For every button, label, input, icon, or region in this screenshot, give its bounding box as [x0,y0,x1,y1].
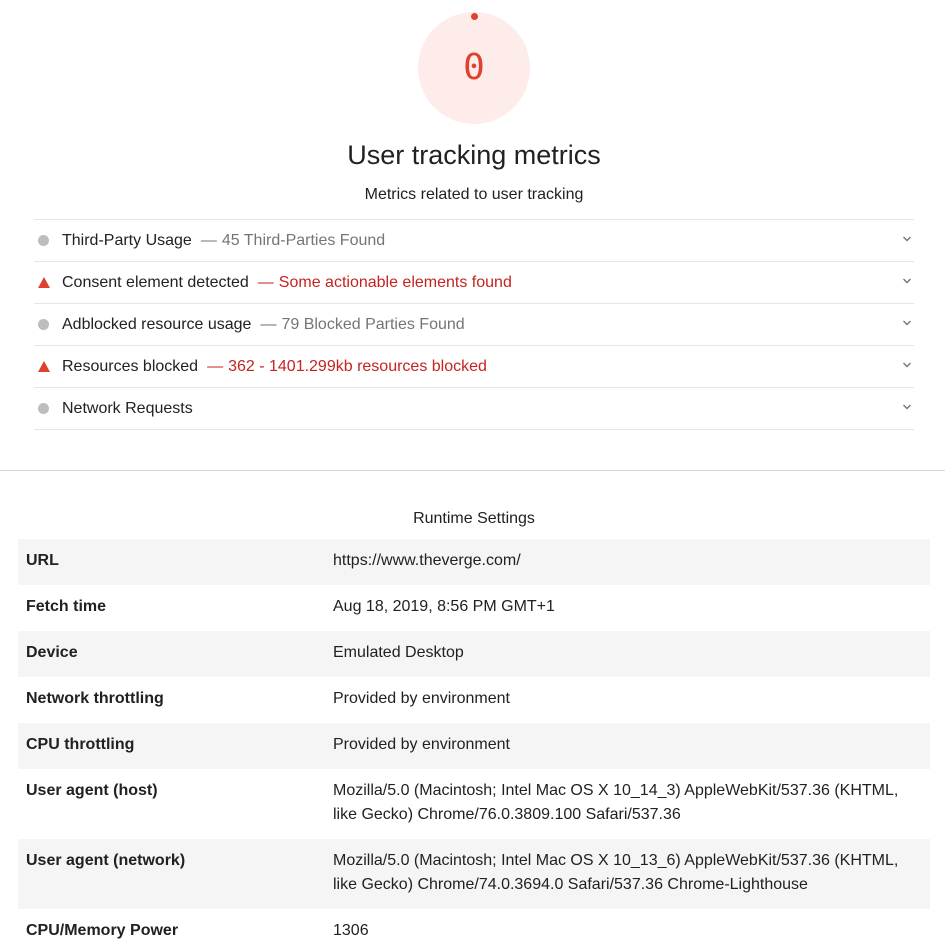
runtime-value: Mozilla/5.0 (Macintosh; Intel Mac OS X 10_13_6) AppleWebKit/537.36 (KHTML, like Gecko) Chrome/74.0.3694.0 Safari/537.36 Chrome-Lighthouse [333,852,899,893]
table-row [18,909,930,944]
table-row [18,631,930,677]
runtime-key: CPU throttling [26,736,135,753]
runtime-key: User agent (network) [26,852,186,869]
audit-title: Network Requests [62,399,193,417]
table-row [18,677,930,723]
runtime-value: Emulated Desktop [333,644,464,661]
runtime-value: Mozilla/5.0 (Macintosh; Intel Mac OS X 10_14_3) AppleWebKit/537.36 (KHTML, like Gecko) Chrome/76.0.3809.100 Safari/537.36 [333,782,899,823]
audit-display-value: 362 - 1401.299kb resources blocked [228,357,487,375]
audit-consent-element[interactable] [34,262,914,304]
audit-separator: — [200,231,217,249]
audit-adblocked-resource-usage[interactable] [34,304,914,346]
audit-separator: — [257,273,274,291]
audit-title: Resources blocked [62,357,199,375]
neutral-circle-icon [38,235,49,246]
fail-triangle-icon [38,361,50,372]
audit-network-requests[interactable] [34,388,914,430]
category-description: Metrics related to user tracking [364,186,584,203]
runtime-key: Network throttling [26,690,164,707]
table-row [18,539,930,585]
table-row [18,839,930,909]
runtime-value: 1306 [333,922,369,939]
audit-separator: — [260,315,277,333]
table-row [18,723,930,769]
audit-display-value: Some actionable elements found [278,273,512,291]
section-divider [0,470,945,471]
runtime-key: Device [26,644,78,661]
audit-list [34,219,914,430]
runtime-key: Fetch time [26,598,107,615]
table-row [18,585,930,631]
score-value: 0 [463,47,485,88]
neutral-circle-icon [38,319,49,330]
chevron-down-icon[interactable] [902,234,912,244]
audit-display-value: 45 Third-Parties Found [221,231,386,249]
audit-third-party-usage[interactable] [34,220,914,262]
neutral-circle-icon [38,403,49,414]
runtime-settings-table [18,539,930,944]
runtime-key: CPU/Memory Power [26,922,179,939]
audit-resources-blocked[interactable] [34,346,914,388]
audit-separator: — [207,357,224,375]
runtime-value: Provided by environment [333,690,510,707]
chevron-down-icon[interactable] [902,276,912,286]
runtime-value: https://www.theverge.com/ [333,552,521,569]
audit-title: Third-Party Usage [62,231,192,249]
category-title: User tracking metrics [347,140,601,170]
runtime-value: Aug 18, 2019, 8:56 PM GMT+1 [333,598,555,615]
chevron-down-icon[interactable] [902,360,912,370]
runtime-key: URL [26,552,59,569]
runtime-value: Provided by environment [333,736,510,753]
fail-triangle-icon [38,277,50,288]
audit-title: Consent element detected [62,273,249,291]
chevron-down-icon[interactable] [902,318,912,328]
runtime-key: User agent (host) [26,782,158,799]
table-row [18,769,930,839]
runtime-settings-title: Runtime Settings [413,510,535,527]
chevron-down-icon[interactable] [902,402,912,412]
audit-display-value: 79 Blocked Parties Found [281,315,465,333]
audit-title: Adblocked resource usage [62,315,252,333]
